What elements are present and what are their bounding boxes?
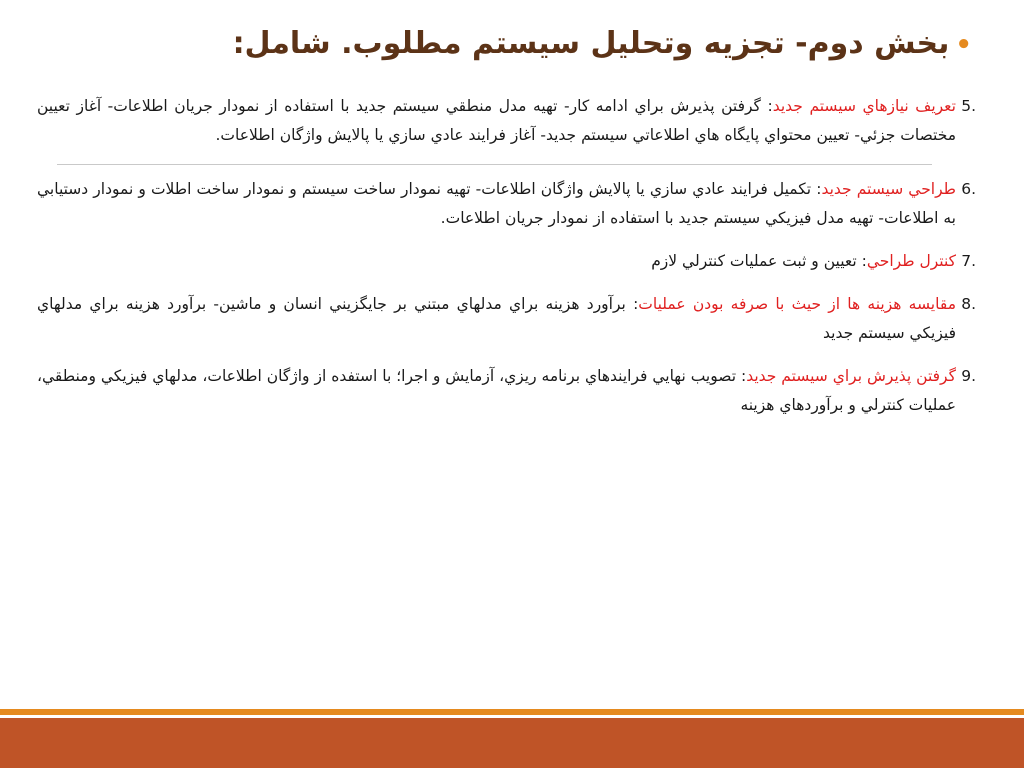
item-number: 7. xyxy=(961,252,976,270)
item-number: 6. xyxy=(961,180,976,198)
item-heading: كنترل طراحي xyxy=(866,252,956,270)
item-separator: : xyxy=(856,252,867,270)
list-item-7 xyxy=(37,247,976,276)
item-body: تكميل فرايند عادي سازي يا پالايش واژگان اطلاعات- تهيه نمودار ساخت سيستم و نمودار ساخت اطلات و نمودار دستيابي به اطلاعات- تهيه مدل فيزيكي سيستم جديد با استفاده از نمودار جريان اطلاعات. xyxy=(37,180,956,227)
item-number: 5. xyxy=(961,97,976,115)
item-separator: : xyxy=(811,180,822,198)
item-separator: : xyxy=(736,367,747,385)
list-item-5 xyxy=(37,92,976,150)
item-body: تصويب نهايي فرايندهاي برنامه ريزي، آزمايش و اجرا؛ با استفده از واژگان اطلاعات، مدلهاي فيزيكي ومنطقي، عمليات كنترلي و برآوردهاي هزينه xyxy=(37,367,956,414)
divider xyxy=(57,164,932,165)
title-bullet: • xyxy=(955,30,972,60)
item-number: 8. xyxy=(961,295,976,313)
item-list xyxy=(37,92,976,434)
list-item-8 xyxy=(37,290,976,348)
item-heading: مقايسه هزينه ها از حيث با صرفه بودن عمليات xyxy=(638,295,956,313)
item-heading: گرفتن پذيرش براي سيستم جديد xyxy=(746,367,956,385)
item-heading: طراحي سيستم جديد xyxy=(821,180,957,198)
item-body: گرفتن پذيرش براي ادامه كار- تهيه مدل منطقي سيستم جديد با استفاده از نمودار جريان اطلاعات- آغاز تعيين مختصات جزئي- تعيين محتواي پايگاه هاي اطلاعاتي سيستم جديد- آغاز فرايند عادي سازي يا پالايش واژگان اطلاعات. xyxy=(37,97,956,144)
item-heading: تعريف نيازهاي سيستم جديد xyxy=(772,97,956,115)
slide-title xyxy=(72,22,972,67)
item-separator: : xyxy=(760,97,773,115)
item-number: 9. xyxy=(961,367,976,385)
title-text: بخش دوم- تجزيه وتحليل سيستم مطلوب. شامل: xyxy=(232,26,950,61)
footer-band xyxy=(0,718,1024,768)
item-body: تعيين و ثبت عمليات كنترلي لازم xyxy=(651,252,857,270)
item-separator: : xyxy=(625,295,639,313)
item-body: برآورد هزينه براي مدلهاي مبتني بر جايگزيني انسان و ماشين- برآورد هزينه براي مدلهاي فيزيكي سيستم جديد xyxy=(37,295,956,342)
list-item-6 xyxy=(37,175,976,233)
list-item-9 xyxy=(37,362,976,420)
